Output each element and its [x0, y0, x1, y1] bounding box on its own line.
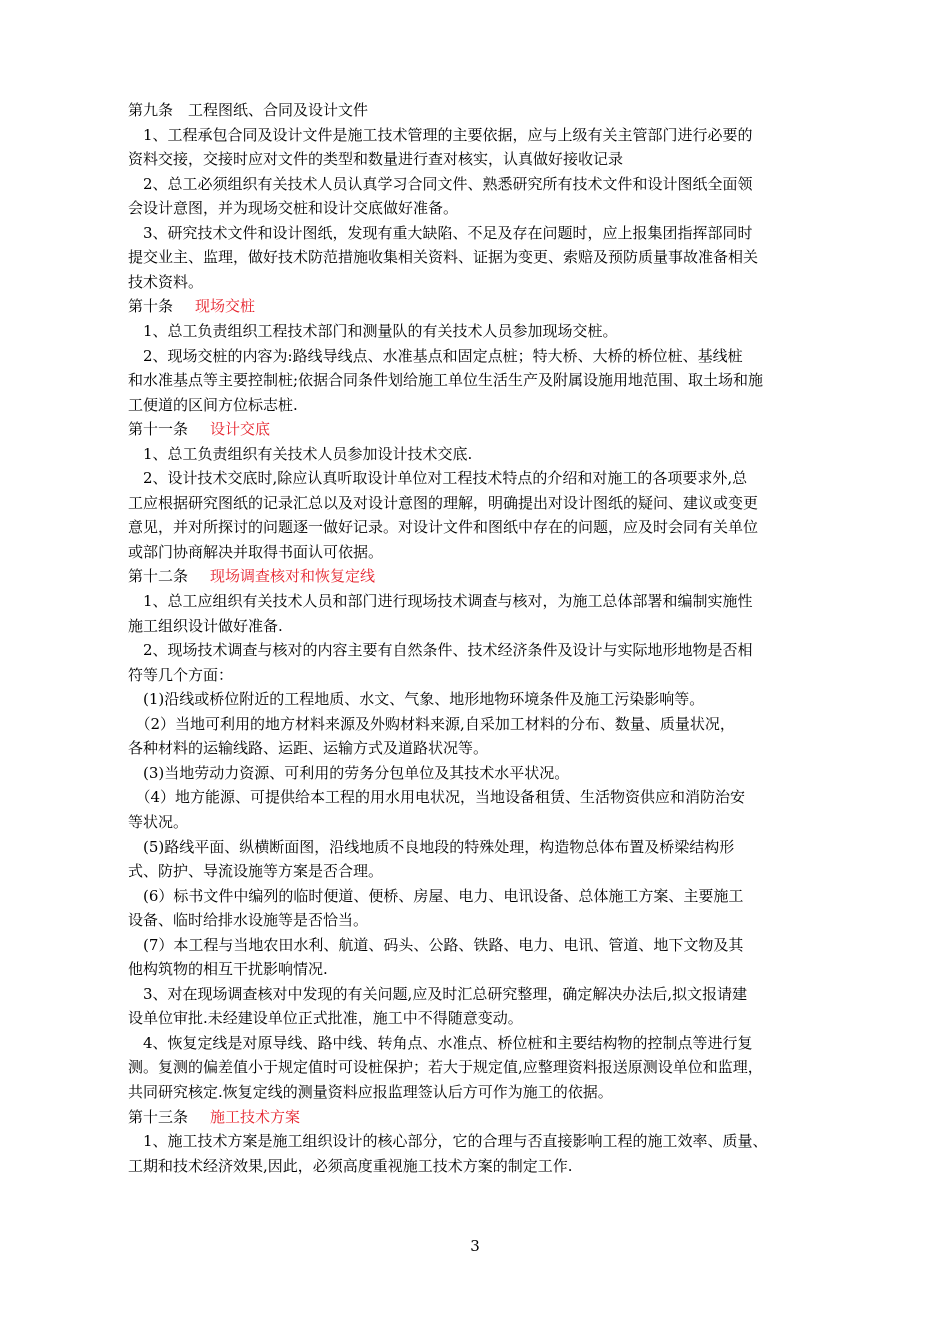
- paragraph-line: [128, 1131, 828, 1151]
- line-text: 提交业主、监理，做好技术防范措施收集相关资料、证据为变更、索赔及预防质量事故准备相关: [128, 248, 759, 267]
- line-text: 工期和技术经济效果,因此，必须高度重视施工技术方案的制定工作.: [128, 1156, 573, 1175]
- line-text: 或部门协商解决并取得书面认可依据。: [128, 542, 384, 561]
- paragraph-line: [128, 493, 828, 513]
- line-text: 第十条: [128, 297, 174, 316]
- line-text: 工便道的区间方位标志桩.: [128, 395, 298, 414]
- line-text: 各种材料的运输线路、运距、运输方式及道路状况等。: [128, 739, 489, 758]
- paragraph-line: [128, 1033, 828, 1053]
- paragraph-line: [128, 1057, 828, 1077]
- article-title-red: 施工技术方案: [210, 1107, 301, 1126]
- line-text: 2、设计技术交底时,除应认真听取设计单位对工程技术特点的介绍和对施工的各项要求外,总: [128, 469, 748, 488]
- paragraph-line: [128, 149, 828, 169]
- paragraph-line: [128, 812, 828, 832]
- paragraph-line: [128, 223, 828, 243]
- line-text: 施工组织设计做好准备.: [128, 616, 283, 635]
- paragraph-line: [128, 591, 828, 611]
- line-text: 共同研究核定.恢复定线的测量资料应报监理签认后方可作为施工的依据。: [128, 1083, 613, 1101]
- paragraph-line: [128, 984, 828, 1004]
- line-text: 意见，并对所探讨的问题逐一做好记录。对设计文件和图纸中存在的问题，应及时会同有关单位: [128, 518, 759, 537]
- line-text: 他构筑物的相互干扰影响情况.: [128, 960, 328, 979]
- line-text: 技术资料。: [128, 272, 204, 291]
- line-text: 1、总工负责组织有关技术人员参加设计技术交底.: [128, 444, 473, 463]
- paragraph-line: [128, 272, 828, 292]
- paragraph-line: [128, 247, 828, 267]
- line-text: 3、研究技术文件和设计图纸，发现有重大缺陷、不足及存在问题时，应上报集团指挥部同时: [128, 223, 753, 242]
- paragraph-line: [128, 444, 828, 464]
- line-text: (1)沿线或桥位附近的工程地质、水文、气象、地形地物环境条件及施工污染影响等。: [128, 690, 705, 709]
- line-text: 资料交接，交接时应对文件的类型和数量进行查对核实，认真做好接收记录: [128, 150, 624, 169]
- line-text: (3)当地劳动力资源、可利用的劳务分包单位及其技术水平状况。: [128, 763, 570, 782]
- line-text: 4、恢复定线是对原导线、路中线、转角点、水准点、桥位桩和主要结构物的控制点等进行复: [128, 1033, 753, 1052]
- paragraph-line: [128, 886, 828, 906]
- paragraph-line: [128, 370, 828, 390]
- paragraph-line: [128, 1082, 828, 1102]
- line-text: 第十二条: [128, 567, 189, 586]
- paragraph-line: [128, 714, 828, 734]
- line-text: (6）标书文件中编列的临时便道、便桥、房屋、电力、电讯设备、总体施工方案、主要施工: [128, 886, 744, 905]
- article-heading: [128, 100, 828, 120]
- article-title-red: 现场调查核对和恢复定线: [210, 567, 376, 586]
- line-text: 设单位审批.未经建设单位正式批准，施工中不得随意变动。: [128, 1009, 523, 1028]
- paragraph-line: [128, 346, 828, 366]
- line-text: 工应根据研究图纸的记录汇总以及对设计意图的理解，明确提出对设计图纸的疑问、建议或变更: [128, 493, 759, 512]
- line-text: (5)路线平面、纵横断面图，沿线地质不良地段的特殊处理，构造物总体布置及桥梁结构形: [128, 837, 735, 856]
- paragraph-line: [128, 959, 828, 979]
- line-text: 第九条 工程图纸、合同及设计文件: [128, 101, 369, 119]
- paragraph-line: [128, 910, 828, 930]
- line-text: 符等几个方面：: [128, 665, 234, 684]
- line-text: 2、现场交桩的内容为:路线导线点、水准基点和固定点桩；特大桥、大桥的桥位桩、基线桩: [128, 346, 743, 365]
- line-text: 和水准基点等主要控制桩;依据合同条件划给施工单位生活生产及附属设施用地范围、取土场和施: [128, 371, 764, 390]
- paragraph-line: [128, 616, 828, 636]
- paragraph-line: [128, 1008, 828, 1028]
- line-text: 1、总工应组织有关技术人员和部门进行现场技术调查与核对，为施工总体部署和编制实施性: [128, 592, 753, 610]
- article-title-red: 设计交底: [210, 420, 271, 439]
- line-text: 测。复测的偏差值小于规定值时可设桩保护；若大于规定值,应整理资料报送原测设单位和监理，: [128, 1058, 763, 1077]
- paragraph-line: [128, 738, 828, 758]
- paragraph-line: [128, 198, 828, 218]
- paragraph-line: [128, 321, 828, 341]
- line-text: 3、对在现场调查核对中发现的有关问题,应及时汇总研究整理，确定解决办法后,拟文报请建: [128, 984, 748, 1003]
- line-text: 第十一条: [128, 420, 189, 439]
- line-text: 式、防护、导流设施等方案是否合理。: [128, 862, 384, 881]
- article-heading: [128, 1107, 828, 1127]
- paragraph-line: [128, 174, 828, 194]
- line-text: 2、总工必须组织有关技术人员认真学习合同文件、熟悉研究所有技术文件和设计图纸全面领: [128, 174, 753, 193]
- line-text: 会设计意图，并为现场交桩和设计交底做好准备。: [128, 199, 459, 218]
- paragraph-line: [128, 763, 828, 783]
- line-text: 设备、临时给排水设施等是否恰当。: [128, 911, 369, 930]
- paragraph-line: [128, 837, 828, 857]
- article-title-red: 现场交桩: [195, 297, 256, 316]
- article-heading: [128, 419, 828, 439]
- paragraph-line: [128, 517, 828, 537]
- line-text: 1、施工技术方案是施工组织设计的核心部分，它的合理与否直接影响工程的施工效率、质量、: [128, 1132, 768, 1151]
- line-text: 1、工程承包合同及设计文件是施工技术管理的主要依据，应与上级有关主管部门进行必要的: [128, 125, 753, 144]
- line-text: 等状况。: [128, 812, 189, 831]
- article-heading: [128, 566, 828, 586]
- paragraph-line: [128, 395, 828, 415]
- paragraph-line: [128, 689, 828, 709]
- line-text: （4）地方能源、可提供给本工程的用水用电状况，当地设备租赁、生活物资供应和消防治安: [128, 788, 746, 807]
- paragraph-line: [128, 861, 828, 881]
- line-text: （2）当地可利用的地方材料来源及外购材料来源,自采加工材料的分布、数量、质量状况，: [128, 714, 735, 733]
- page-number: 3: [470, 1237, 480, 1255]
- paragraph-line: [128, 1156, 828, 1176]
- paragraph-line: [128, 665, 828, 685]
- paragraph-line: [128, 935, 828, 955]
- line-text: 1、总工负责组织工程技术部门和测量队的有关技术人员参加现场交桩。: [128, 321, 618, 340]
- paragraph-line: [128, 787, 828, 807]
- paragraph-line: [128, 640, 828, 660]
- line-text: 第十三条: [128, 1107, 189, 1126]
- article-heading: [128, 296, 828, 316]
- line-text: 2、现场技术调查与核对的内容主要有自然条件、技术经济条件及设计与实际地形地物是否相: [128, 641, 753, 660]
- paragraph-line: [128, 125, 828, 145]
- line-text: (7）本工程与当地农田水利、航道、码头、公路、铁路、电力、电讯、管道、地下文物及其: [128, 935, 744, 954]
- paragraph-line: [128, 542, 828, 562]
- paragraph-line: [128, 468, 828, 488]
